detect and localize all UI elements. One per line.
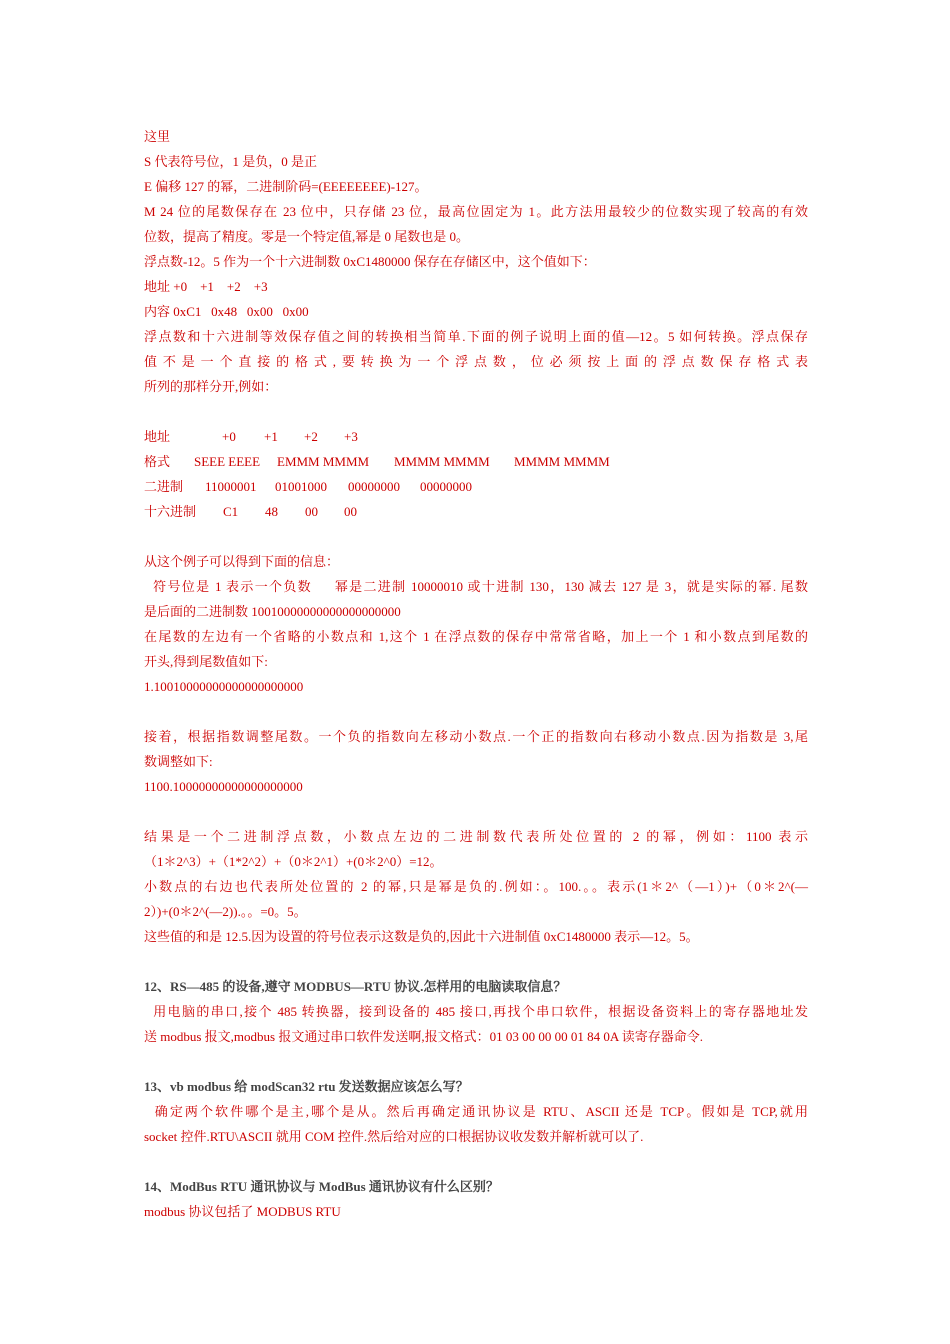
table-cell: 00: [305, 504, 318, 519]
spacer: [144, 949, 808, 974]
text-line: M 24 位的尾数保存在 23 位中，只存储 23 位，最高位固定为 1。此方法用最较少的位数实现了较高的有效: [144, 204, 808, 219]
text-line: 地址 +0 +1 +2 +3: [144, 279, 268, 294]
table-cell: C1: [223, 504, 239, 519]
text-line: 1.10010000000000000000000: [144, 679, 304, 694]
table-cell: +2: [304, 429, 318, 444]
table-row-label: 地址: [144, 429, 171, 444]
text-line: 1100.10000000000000000000: [144, 779, 303, 794]
text-line: modbus 协议包括了 MODBUS RTU: [144, 1204, 341, 1219]
table-cell: 11000001: [205, 479, 257, 494]
text-line: 从这个例子可以得到下面的信息：: [144, 554, 340, 569]
text-line: 送 modbus 报文,modbus 报文通过串口软件发送啊,报文格式：01 03 00 00 00 01 84 0A 读寄存器命令.: [144, 1029, 704, 1044]
spacer: [144, 1049, 808, 1074]
text-line: 用电脑的串口,接个 485 转换器，接到设备的 485 接口,再找个串口软件，根据设备资料上的寄存器地址发: [144, 1004, 808, 1019]
text-line: 确定两个软件哪个是主,哪个是从。然后再确定通讯协议是 RTU、ASCII 还是 TCP。假如是 TCP,就用: [144, 1104, 808, 1119]
table-row: [144, 474, 808, 499]
table-cell: MMMM MMMM: [514, 454, 610, 469]
text-line: 在尾数的左边有一个省略的小数点和 1,这个 1 在浮点数的保存中常常省略，加上一个 1 和小数点到尾数的: [144, 629, 808, 644]
spacer: [144, 524, 808, 549]
text-line: 值不是一个直接的格式,要转换为一个浮点数，位必须按上面的浮点数保存格式表: [144, 354, 808, 369]
table-row-label: 二进制: [144, 479, 184, 494]
table-row-label: 十六进制: [144, 504, 197, 519]
table-cell: 00: [344, 504, 357, 519]
text-line: socket 控件.RTU\ASCII 就用 COM 控件.然后给对应的口根据协议收发数并解析就可以了.: [144, 1129, 644, 1144]
table-cell: 48: [265, 504, 278, 519]
table-cell: 01001000: [275, 479, 327, 494]
table-cell: +1: [264, 429, 278, 444]
text-line: 位数，提高了精度。零是一个特定值,幂是 0 尾数也是 0。: [144, 229, 470, 244]
text-line: 符号位是 1 表示一个负数 幂是二进制 10000010 或十进制 130，130 减去 127 是 3，就是实际的幂. 尾数: [144, 579, 808, 594]
text-line: 是后面的二进制数 10010000000000000000000: [144, 604, 401, 619]
question-heading: 13、vb modbus 给 modScan32 rtu 发送数据应该怎么写？: [144, 1079, 469, 1094]
text-line: 这里: [144, 129, 171, 144]
table-cell: +0: [222, 429, 236, 444]
spacer: [144, 799, 808, 824]
table-row: [144, 499, 808, 524]
text-line: S 代表符号位，1 是负，0 是正: [144, 154, 317, 169]
format-table: [144, 424, 808, 524]
table-cell: 00000000: [348, 479, 400, 494]
table-row: [144, 424, 808, 449]
table-cell: EMMM MMMM: [277, 454, 370, 469]
question-heading: 12、RS—485 的设备,遵守 MODBUS—RTU 协议.怎样用的电脑读取信息？: [144, 979, 567, 994]
question-heading: 14、ModBus RTU 通讯协议与 ModBus 通讯协议有什么区别？: [144, 1179, 499, 1194]
text-line: 浮点数-12。5 作为一个十六进制数 0xC1480000 保存在存储区中，这个值如下：: [144, 254, 596, 269]
table-cell: 00000000: [420, 479, 472, 494]
text-line: E 偏移 127 的幂，二进制阶码=(EEEEEEEE)-127。: [144, 179, 428, 194]
text-line: 这些值的和是 12.5.因为设置的符号位表示这数是负的,因此十六进制值 0xC1480000 表示—12。5。: [144, 929, 699, 944]
spacer: [144, 1149, 808, 1174]
text-line: 内容 0xC1 0x48 0x00 0x00: [144, 304, 309, 319]
text-line: 接着，根据指数调整尾数。一个负的指数向左移动小数点.一个正的指数向右移动小数点.因为指数是 3,尾: [144, 729, 808, 744]
text-line: 浮点数和十六进制等效保存值之间的转换相当简单.下面的例子说明上面的值—12。5 如何转换。浮点保存: [144, 329, 808, 344]
table-row: [144, 449, 808, 474]
text-line: 开头,得到尾数值如下:: [144, 654, 268, 669]
table-cell: SEEE EEEE: [194, 454, 261, 469]
spacer: [144, 399, 808, 424]
table-row-label: 格式: [144, 454, 171, 469]
table-cell: MMMM MMMM: [394, 454, 490, 469]
text-line: 小数点的右边也代表所处位置的 2 的幂,只是幂是负的.例如：。100.。。表示(1＊2^（—1）)+（0＊2^(—: [144, 879, 808, 894]
table-cell: +3: [344, 429, 358, 444]
document-body: [144, 124, 808, 1224]
text-line: （1＊2^3）+（1*2^2）+（0＊2^1）+(0＊2^0）=12。: [144, 854, 443, 869]
text-line: 结果是一个二进制浮点数，小数点左边的二进制数代表所处位置的 2 的幂，例如：1100 表示: [144, 829, 808, 844]
text-line: 2）)+(0＊2^(—2)).。。=0。5。: [144, 904, 307, 919]
text-line: 数调整如下:: [144, 754, 213, 769]
spacer: [144, 699, 808, 724]
text-line: 所列的那样分开,例如：: [144, 379, 278, 394]
